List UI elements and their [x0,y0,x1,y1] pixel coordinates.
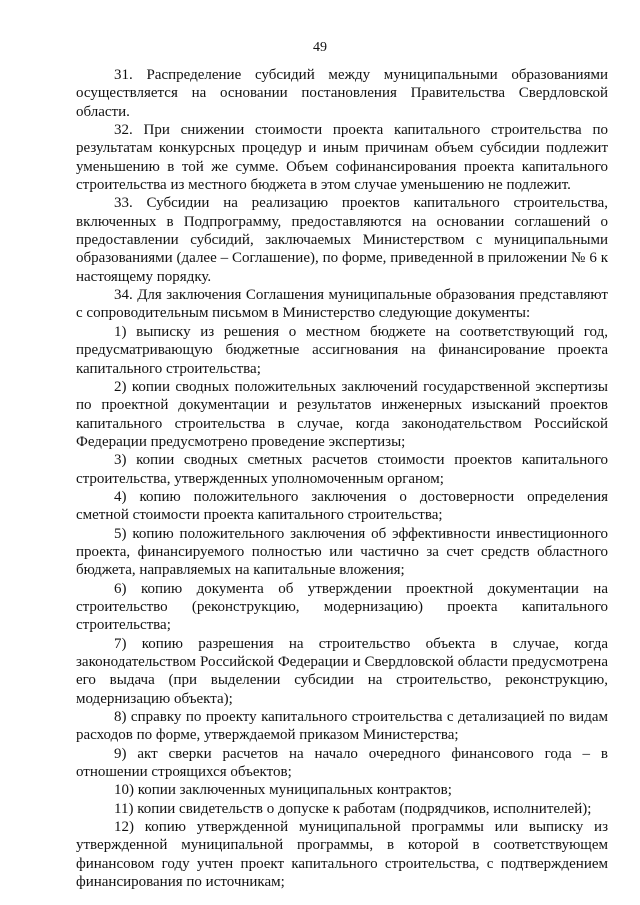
list-item-6: 6) копию документа об утверждении проектной документации на строительство (реконструкцию, модернизацию) проекта капитального строительства; [76,580,608,634]
document-body [76,66,608,891]
list-item-8: 8) справку по проекту капитального строительства с детализацией по видам расходов по форме, утверждаемой приказом Министерства; [76,709,608,744]
paragraph-33: 33. Субсидии на реализацию проектов капитального строительства, включенных в Подпрограмму, предоставляются на основании соглашений о предоставлении субсидий, заключаемых Министерством с муниципальными образованиями (далее – Соглашение), по форме, приведенной в приложении № 6 к настоящему порядку. [76,195,608,285]
list-item-9: 9) акт сверки расчетов на начало очередного финансового года – в отношении строящихся объектов; [76,745,608,781]
list-item-5: 5) копию положительного заключения об эффективности инвестиционного проекта, финансируемого полностью или частично за счет средств областного бюджета, направляемых на капитальные вложения; [76,525,608,579]
list-item-2: 2) копии сводных положительных заключений государственной экспертизы по проектной документации и результатов инженерных изысканий проектов капитального строительства в случае, когда законодательством Российской Федерации предусмотрено проведение экспертизы; [76,378,608,450]
paragraph-34: 34. Для заключения Соглашения муниципальные образования представляют с сопроводительным письмом в Министерство следующие документы: [76,287,608,322]
paragraph-32: 32. При снижении стоимости проекта капитального строительства по результатам конкурсных процедур и иным причинам объем субсидии подлежит уменьшению в той же сумме. Объем софинансирования проекта капитального строительства из местного бюджета в этом случае уменьшению не подлежит. [76,122,608,194]
page-number: 49 [313,40,327,55]
list-item-4: 4) копию положительного заключения о достоверности определения сметной стоимости проекта капитального строительства; [76,488,608,524]
list-item-11: 11) копии свидетельств о допуске к работам (подрядчиков, исполнителей); [114,800,592,817]
list-item-1: 1) выписку из решения о местном бюджете на соответствующий год, предусматривающую бюджетные ассигнования на финансирование проекта капитального строительства; [76,323,608,377]
list-item-3: 3) копии сводных сметных расчетов стоимости проектов капитального строительства, утвержденных уполномоченным органом; [76,452,608,487]
paragraph-31: 31. Распределение субсидий между муниципальными образованиями осуществляется на основании постановления Правительства Свердловской области. [76,67,608,120]
list-item-7: 7) копию разрешения на строительство объекта в случае, когда законодательством Российской Федерации и Свердловской области предусмотрена его выдача (при выделении субсидии на строительство, реконструкцию, модернизацию объекта); [76,635,608,707]
list-item-12: 12) копию утвержденной муниципальной программы или выписку из утвержденной муниципальной программы, в которой в соответствующем финансовом году учтен проект капитального строительства, с подтверждением финансирования по источникам; [76,819,608,891]
list-item-10: 10) копии заключенных муниципальных контрактов; [114,782,452,799]
